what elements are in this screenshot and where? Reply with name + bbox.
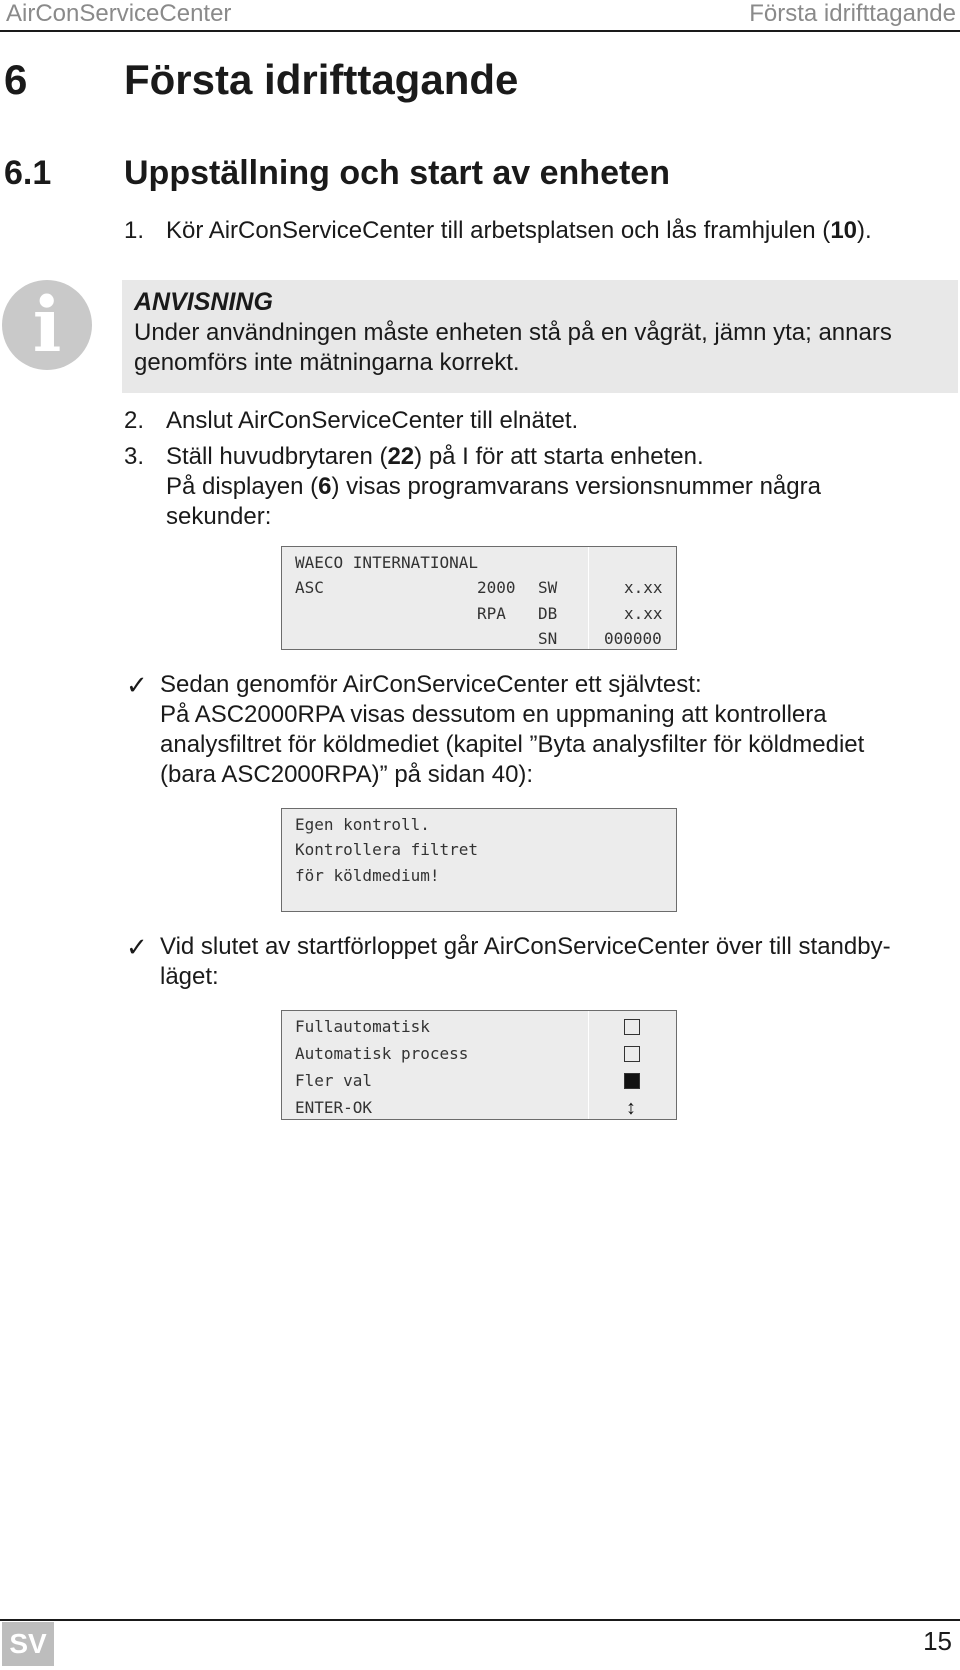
step-3b-post: ) visas programvarans versionsnummer några [331,473,821,500]
display1-rpa: RPA [477,604,506,623]
language-badge: SV [2,1622,54,1666]
menu-item-label: ENTER-OK [295,1098,373,1117]
check1-line-2: På ASC2000RPA visas dessutom en uppmaning att kontrollera [160,701,827,728]
step-3-number: 3. [124,443,145,470]
display-standby-screen [281,1010,677,1120]
section-title: Uppställning och start av enheten [124,154,670,192]
step-3b-pre: På displayen ( [166,473,319,500]
check1-line-1: Sedan genomför AirConServiceCenter ett självtest: [160,671,702,698]
menu-item-label: Automatisk process [295,1044,469,1063]
check1-line-3: analysfiltret för köldmediet (kapitel ”Byta analysfilter för köldmediet [160,731,865,758]
filled-checkbox-icon [624,1073,640,1089]
check1-line-4: (bara ASC2000RPA)” på sidan 40): [160,761,534,788]
up-down-arrow-icon: ↕ [626,1097,636,1119]
note-line-1: Under användningen måste enheten stå på en vågrät, jämn yta; annars [134,319,892,346]
step-3-text [166,442,704,472]
page-header [0,0,960,30]
step-3-text-3: sekunder: [166,503,272,530]
header-product-name: AirConServiceCenter [6,0,232,27]
page-number: 15 [923,1626,952,1656]
display2-line-1: Egen kontroll. [295,815,430,834]
step-2-text: Anslut AirConServiceCenter till elnätet. [166,407,579,434]
check2-line-2: läget: [160,963,219,990]
check-icon: ✓ [126,670,148,700]
step-1-tail: ). [857,217,872,244]
step-3-post: ) på I för att starta enheten. [414,443,704,470]
header-rule [0,30,960,32]
step-2-number: 2. [124,407,145,434]
display-separator [588,1011,589,1119]
display-selftest-screen [281,808,677,912]
footer-rule [0,1619,960,1621]
display1-sw-value: x.xx [624,578,663,597]
step-3b-ref: 6 [318,473,332,500]
info-icon: i [2,280,92,370]
display1-model: 2000 [477,578,516,597]
note-line-2: genomförs inte mätningarna korrekt. [134,349,520,376]
note-title: ANVISNING [134,288,273,316]
menu-item-label: Fler val [295,1071,373,1090]
step-3-pre: Ställ huvudbrytaren ( [166,443,388,470]
step-1-body: Kör AirConServiceCenter till arbetsplatsen och lås framhjulen ( [166,217,831,244]
empty-checkbox-icon [624,1046,640,1062]
step-3-ref: 22 [387,443,415,470]
display1-asc: ASC [295,578,324,597]
step-3-text-2 [166,472,821,502]
header-chapter-title: Första idrifttagande [749,0,956,27]
display-separator [588,547,589,649]
section-number: 6.1 [4,154,52,192]
step-1-number: 1. [124,217,145,244]
display1-db-value: x.xx [624,604,663,623]
display1-sn-value: 000000 [604,629,662,648]
chapter-number: 6 [4,56,28,103]
display1-sn-label: SN [538,629,558,648]
display1-sw-label: SW [538,578,558,597]
display2-line-3: för köldmedium! [295,866,440,885]
step-1-ref: 10 [830,217,858,244]
check2-line-1: Vid slutet av startförloppet går AirConServiceCenter över till standby- [160,933,891,960]
chapter-title: Första idrifttagande [124,56,519,103]
step-1-text [166,216,872,246]
display1-line-1: WAECO INTERNATIONAL [295,553,479,572]
display-version-screen [281,546,677,650]
display2-line-2: Kontrollera filtret [295,840,479,859]
empty-checkbox-icon [624,1019,640,1035]
check-icon: ✓ [126,932,148,962]
menu-item-label: Fullautomatisk [295,1017,430,1036]
display1-db-label: DB [538,604,558,623]
